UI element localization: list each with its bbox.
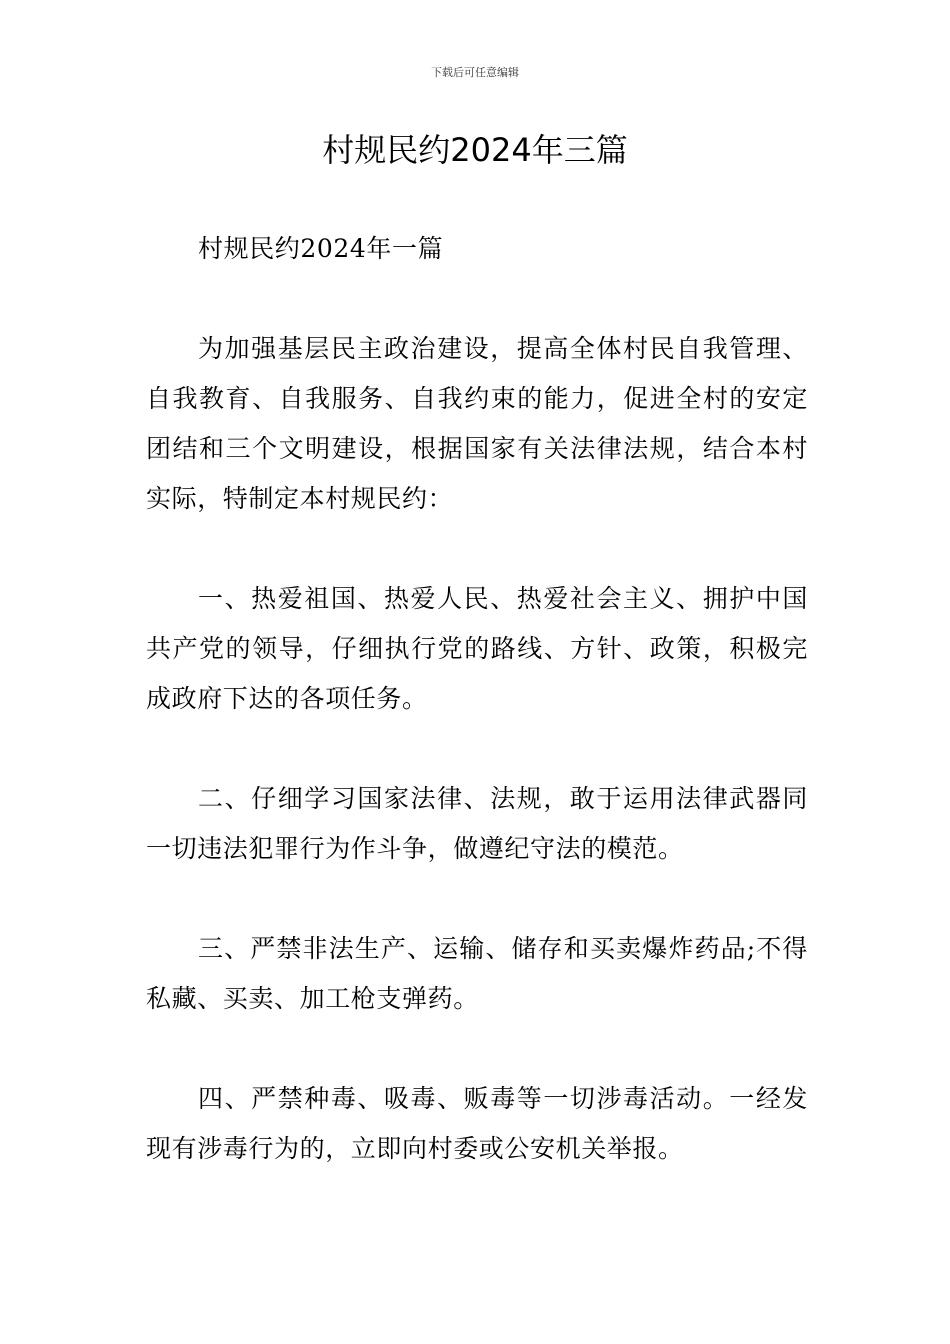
header-note: 下载后可任意编辑	[431, 66, 519, 79]
paragraph-article-2: 二、仔细学习国家法律、法规，敢于运用法律武器同一切违法犯罪行为作斗争，做遵纪守法的模范。	[146, 784, 808, 863]
document-title: 村规民约2024年三篇	[322, 131, 628, 169]
paragraph-article-3: 三、严禁非法生产、运输、储存和买卖爆炸药品;不得私藏、买卖、加工枪支弹药。	[146, 934, 808, 1013]
paragraph-intro: 为加强基层民主政治建设，提高全体村民自我管理、自我教育、自我服务、自我约束的能力，促进全村的安定团结和三个文明建设，根据国家有关法律法规，结合本村实际，特制定本村规民约：	[146, 334, 808, 513]
section-subtitle: 村规民约2024年一篇	[198, 234, 444, 263]
paragraph-article-1: 一、热爱祖国、热爱人民、热爱社会主义、拥护中国共产党的领导，仔细执行党的路线、方针、政策，积极完成政府下达的各项任务。	[146, 584, 808, 713]
paragraph-article-4: 四、严禁种毒、吸毒、贩毒等一切涉毒活动。一经发现有涉毒行为的，立即向村委或公安机关举报。	[146, 1084, 808, 1163]
